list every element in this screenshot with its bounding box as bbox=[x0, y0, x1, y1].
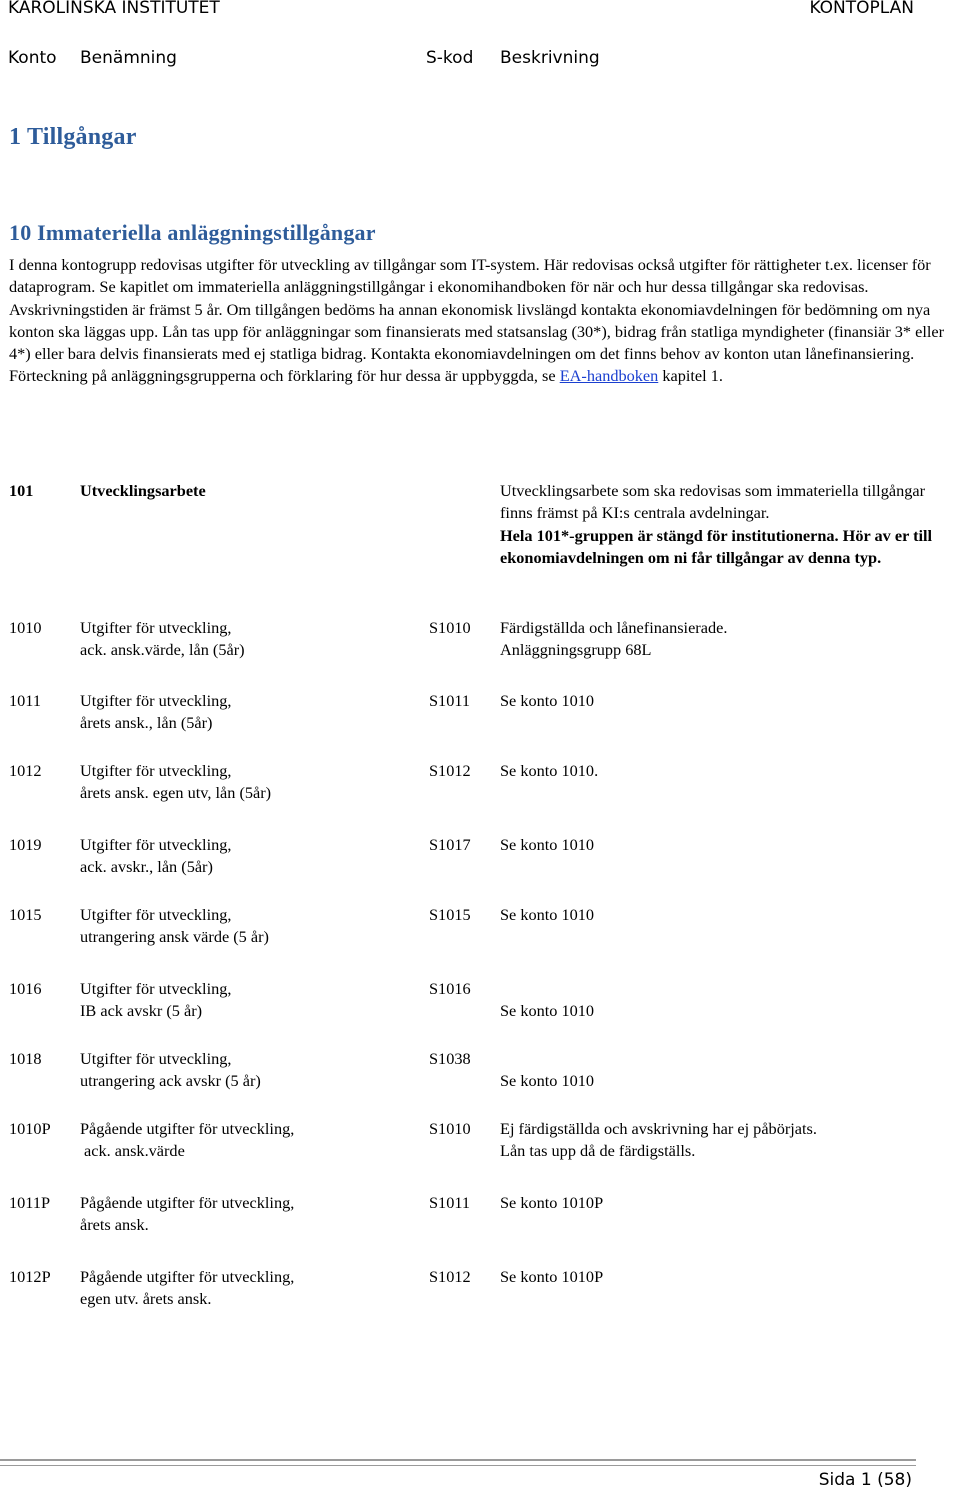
account-benamning bbox=[80, 617, 420, 662]
benamning-line1: Utgifter för utveckling, bbox=[80, 761, 232, 780]
benamning-line1: Utgifter för utveckling, bbox=[80, 618, 232, 637]
account-konto: 1015 bbox=[9, 905, 42, 924]
beskrivning-line1: Se konto 1010 bbox=[500, 905, 595, 924]
heading-immateriella: 10 Immateriella anläggningstillgångar bbox=[9, 220, 376, 245]
beskrivning-line1: Färdigställda och lånefinansierade. bbox=[500, 618, 728, 637]
account-beskrivning bbox=[500, 1118, 955, 1163]
account-benamning bbox=[80, 1048, 420, 1093]
benamning-line2: ack. ansk.värde, lån (5år) bbox=[80, 640, 245, 660]
benamning-line1: Utgifter för utveckling, bbox=[80, 691, 232, 710]
group-description bbox=[500, 480, 955, 569]
account-benamning bbox=[80, 1266, 420, 1311]
account-benamning bbox=[80, 834, 420, 879]
benamning-line2: ack. avskr., lån (5år) bbox=[80, 857, 213, 877]
account-benamning bbox=[80, 904, 420, 949]
account-konto: 1018 bbox=[9, 1049, 42, 1068]
benamning-line2: årets ansk. bbox=[80, 1215, 149, 1235]
account-beskrivning bbox=[500, 760, 955, 782]
group-desc-bold: Hela 101*-gruppen är stängd för institutionerna. Hör av er till ekonomiavdelningen om ni får tillgångar av denna typ. bbox=[500, 525, 933, 567]
beskrivning-line1: Ej färdigställda och avskrivning har ej påbörjats. bbox=[500, 1119, 817, 1138]
heading-tillgangar: 1 Tillgångar bbox=[9, 124, 137, 150]
beskrivning-line1: Se konto 1010 bbox=[500, 691, 595, 710]
benamning-line1: Utgifter för utveckling, bbox=[80, 1049, 232, 1068]
benamning-line1: Pågående utgifter för utveckling, bbox=[80, 1193, 295, 1212]
account-konto: 1016 bbox=[9, 979, 42, 998]
benamning-line2: ack. ansk.värde bbox=[84, 1141, 185, 1161]
beskrivning-line1: Se konto 1010. bbox=[500, 761, 599, 780]
group-desc-text: Utvecklingsarbete som ska redovisas som immateriella tillgångar finns främst på KI:s centrala avdelningar. bbox=[500, 481, 926, 523]
account-skod: S1011 bbox=[429, 691, 471, 710]
benamning-line2: årets ansk. egen utv, lån (5år) bbox=[80, 783, 272, 803]
account-konto: 1010 bbox=[9, 618, 42, 637]
account-beskrivning bbox=[500, 1048, 955, 1093]
beskrivning-line2: Se konto 1010 bbox=[500, 1001, 595, 1021]
intro-text: I denna kontogrupp redovisas utgifter för utveckling av tillgångar som IT-system. Här redovisas också utgifter för rättigheter t.ex. licenser för dataprogram. Se kapitlet om immateriella anläggningstillgångar i ekonomihandboken för när och hur dessa tillgångar ska redovisas. Avskrivningstiden är främst 5 år. Om tillgången bedöms ha annan ekonomisk livslängd kontakta ekonomiavdelningen för bedömning om nya konton ska läggas upp. Lån tas upp för anläggningar som finansierats med statsanslag (30*), bidrag från statliga myndigheter (finansiär 3* eller 4*) eller bara delvis finansierats med ej statliga bidrag. Kontakta ekonomiavdelningen om det finns behov av konton utan lånefinansiering. Förteckning på anläggningsgrupperna och förklaring för hur dessa är uppbyggda, se bbox=[9, 255, 945, 386]
footer-divider bbox=[0, 1459, 916, 1466]
account-skod: S1015 bbox=[429, 905, 471, 924]
beskrivning-line2: Se konto 1010 bbox=[500, 1071, 595, 1091]
account-beskrivning bbox=[500, 617, 955, 662]
account-konto: 1012P bbox=[9, 1267, 51, 1286]
account-skod: S1016 bbox=[429, 979, 471, 998]
account-benamning bbox=[80, 760, 420, 805]
account-beskrivning bbox=[500, 978, 955, 1023]
beskrivning-line2: Lån tas upp då de färdigställs. bbox=[500, 1141, 696, 1161]
account-beskrivning bbox=[500, 834, 955, 856]
column-header-konto: Konto bbox=[8, 48, 57, 68]
account-beskrivning bbox=[500, 1266, 955, 1288]
account-skod: S1017 bbox=[429, 835, 471, 854]
account-beskrivning bbox=[500, 690, 955, 712]
header-document-title: KONTOPLAN bbox=[809, 0, 914, 18]
beskrivning-line1: Se konto 1010P bbox=[500, 1193, 604, 1212]
benamning-line1: Utgifter för utveckling, bbox=[80, 979, 232, 998]
account-konto: 1011P bbox=[9, 1193, 51, 1212]
account-benamning bbox=[80, 978, 420, 1023]
account-skod: S1010 bbox=[429, 1119, 471, 1138]
account-benamning bbox=[80, 1192, 420, 1237]
beskrivning-line1: Se konto 1010P bbox=[500, 1267, 604, 1286]
beskrivning-line2: Anläggningsgrupp 68L bbox=[500, 640, 652, 660]
account-skod: S1011 bbox=[429, 1193, 471, 1212]
benamning-line2: utrangering ansk värde (5 år) bbox=[80, 927, 269, 947]
account-skod: S1038 bbox=[429, 1049, 471, 1068]
account-benamning bbox=[80, 1118, 420, 1163]
account-konto: 1010P bbox=[9, 1119, 51, 1138]
benamning-line2: egen utv. årets ansk. bbox=[80, 1289, 212, 1309]
beskrivning-line1 bbox=[500, 1048, 955, 1070]
page-number: Sida 1 (58) bbox=[818, 1470, 912, 1490]
account-skod: S1012 bbox=[429, 761, 471, 780]
beskrivning-line1: Se konto 1010 bbox=[500, 835, 595, 854]
account-skod: S1012 bbox=[429, 1267, 471, 1286]
benamning-line2: utrangering ack avskr (5 år) bbox=[80, 1071, 261, 1091]
account-konto: 1012 bbox=[9, 761, 42, 780]
benamning-line1: Utgifter för utveckling, bbox=[80, 905, 232, 924]
intro-paragraph bbox=[9, 254, 959, 388]
account-beskrivning bbox=[500, 904, 955, 926]
ea-handboken-link[interactable]: EA-handboken bbox=[559, 366, 659, 386]
benamning-line1: Pågående utgifter för utveckling, bbox=[80, 1119, 295, 1138]
column-header-benamning: Benämning bbox=[80, 48, 177, 68]
account-konto: 1019 bbox=[9, 835, 42, 854]
account-benamning bbox=[80, 690, 420, 735]
benamning-line2: årets ansk., lån (5år) bbox=[80, 713, 213, 733]
benamning-line1: Pågående utgifter för utveckling, bbox=[80, 1267, 295, 1286]
intro-tail: kapitel 1. bbox=[662, 366, 723, 386]
account-konto: 1011 bbox=[9, 691, 41, 710]
benamning-line1: Utgifter för utveckling, bbox=[80, 835, 232, 854]
beskrivning-line1 bbox=[500, 978, 955, 1000]
group-konto: 101 bbox=[9, 481, 34, 500]
header-organization: KAROLINSKA INSTITUTET bbox=[8, 0, 220, 18]
column-header-beskrivning: Beskrivning bbox=[500, 48, 600, 68]
account-beskrivning bbox=[500, 1192, 955, 1214]
account-skod: S1010 bbox=[429, 618, 471, 637]
group-name: Utvecklingsarbete bbox=[80, 481, 206, 500]
benamning-line2: IB ack avskr (5 år) bbox=[80, 1001, 203, 1021]
column-header-skod: S-kod bbox=[426, 48, 474, 68]
